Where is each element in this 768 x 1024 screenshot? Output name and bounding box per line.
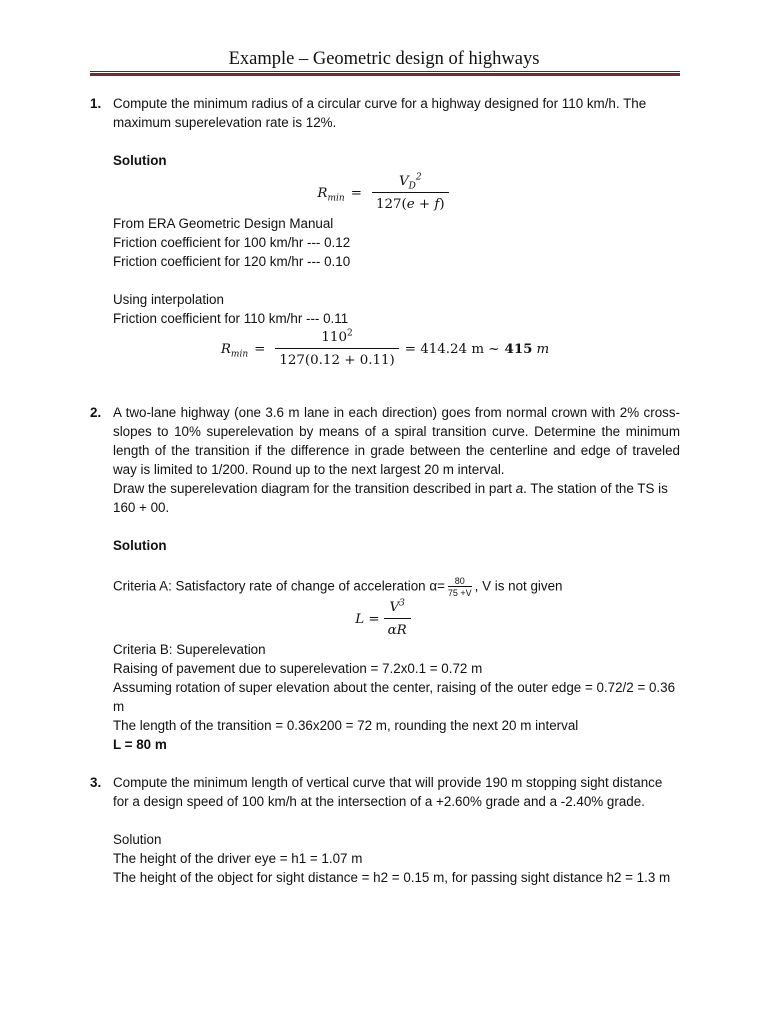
header-rule-thick	[90, 73, 680, 76]
page-title: Example – Geometric design of highways	[228, 49, 540, 69]
formula-length: L = $\frac{V^3}{\alpha R}$	[90, 598, 680, 640]
header-rule-thin	[90, 71, 680, 72]
solution-line: The length of the transition = 0.36x200 = 72 m, rounding the next 20 m interval	[113, 718, 579, 733]
solution-heading: Solution	[113, 832, 162, 847]
question-number: 1.	[90, 96, 102, 111]
solution-line: From ERA Geometric Design Manual	[113, 216, 334, 231]
question-text-part2: Draw the superelevation diagram for the transition described in part a. The station of the TS is 160 + 00.	[113, 481, 668, 515]
solution-heading: Solution	[113, 153, 167, 168]
solution-line: Friction coefficient for 120 km/hr --- 0.10	[113, 254, 351, 269]
question-1	[90, 94, 680, 370]
solution-line: Friction coefficient for 100 km/hr --- 0.12	[113, 235, 351, 250]
question-text: A two-lane highway (one 3.6 m lane in each direction) goes from normal crown with 2% cross-slopes to 10% superelevation by means of a spiral transition curve. Determine the minimum length of the transition if the difference in grade between the centerline and edge of traveled way is limited to 1/200. Round up to the next largest 20 m interval.	[113, 405, 680, 477]
question-text: Compute the minimum radius of a circular curve for a highway designed for 110 km/h. The maximum superelevation rate is 12%.	[113, 96, 647, 130]
solution-line: Criteria B: Superelevation	[113, 642, 266, 657]
solution-line: Using interpolation	[113, 292, 224, 307]
question-number: 3.	[90, 775, 102, 790]
question-number: 2.	[90, 405, 102, 420]
solution-line: Raising of pavement due to superelevation = 7.2x0.1 = 0.72 m	[113, 661, 483, 676]
solution-heading: Solution	[113, 538, 167, 553]
solution-line: Assuming rotation of super elevation about the center, raising of the outer edge = 0.72/2 = 0.36 m	[113, 680, 676, 714]
formula-rmin: $R_{min}$ = $\frac{V_D^2}{127(e + f)}$	[90, 172, 680, 214]
solution-line: The height of the object for sight distance = h2 = 0.15 m, for passing sight distance h2 = 1.3 m	[113, 870, 671, 885]
solution-line: Friction coefficient for 110 km/hr --- 0.11	[113, 311, 349, 326]
solution-line: The height of the driver eye = h1 = 1.07 m	[113, 851, 363, 866]
formula-rmin-calc: $R_{min}$ = $\frac{110^2}{127(0.12 + 0.11)}$ = 414.24 m ~ 415 m	[220, 328, 550, 368]
question-2	[90, 403, 680, 754]
question-text: Compute the minimum length of vertical curve that will provide 190 m stopping sight distance for a design speed of 100 km/h at the intersection of a +2.60% grade and a -2.40% grade.	[113, 775, 663, 809]
criteria-a: Criteria A: Satisfactory rate of change of acceleration α= $\frac{80}{75 +V}$ , V is not given	[113, 576, 563, 598]
answer: L = 80 m	[113, 737, 167, 752]
question-3	[90, 773, 680, 887]
document-body	[90, 94, 680, 887]
